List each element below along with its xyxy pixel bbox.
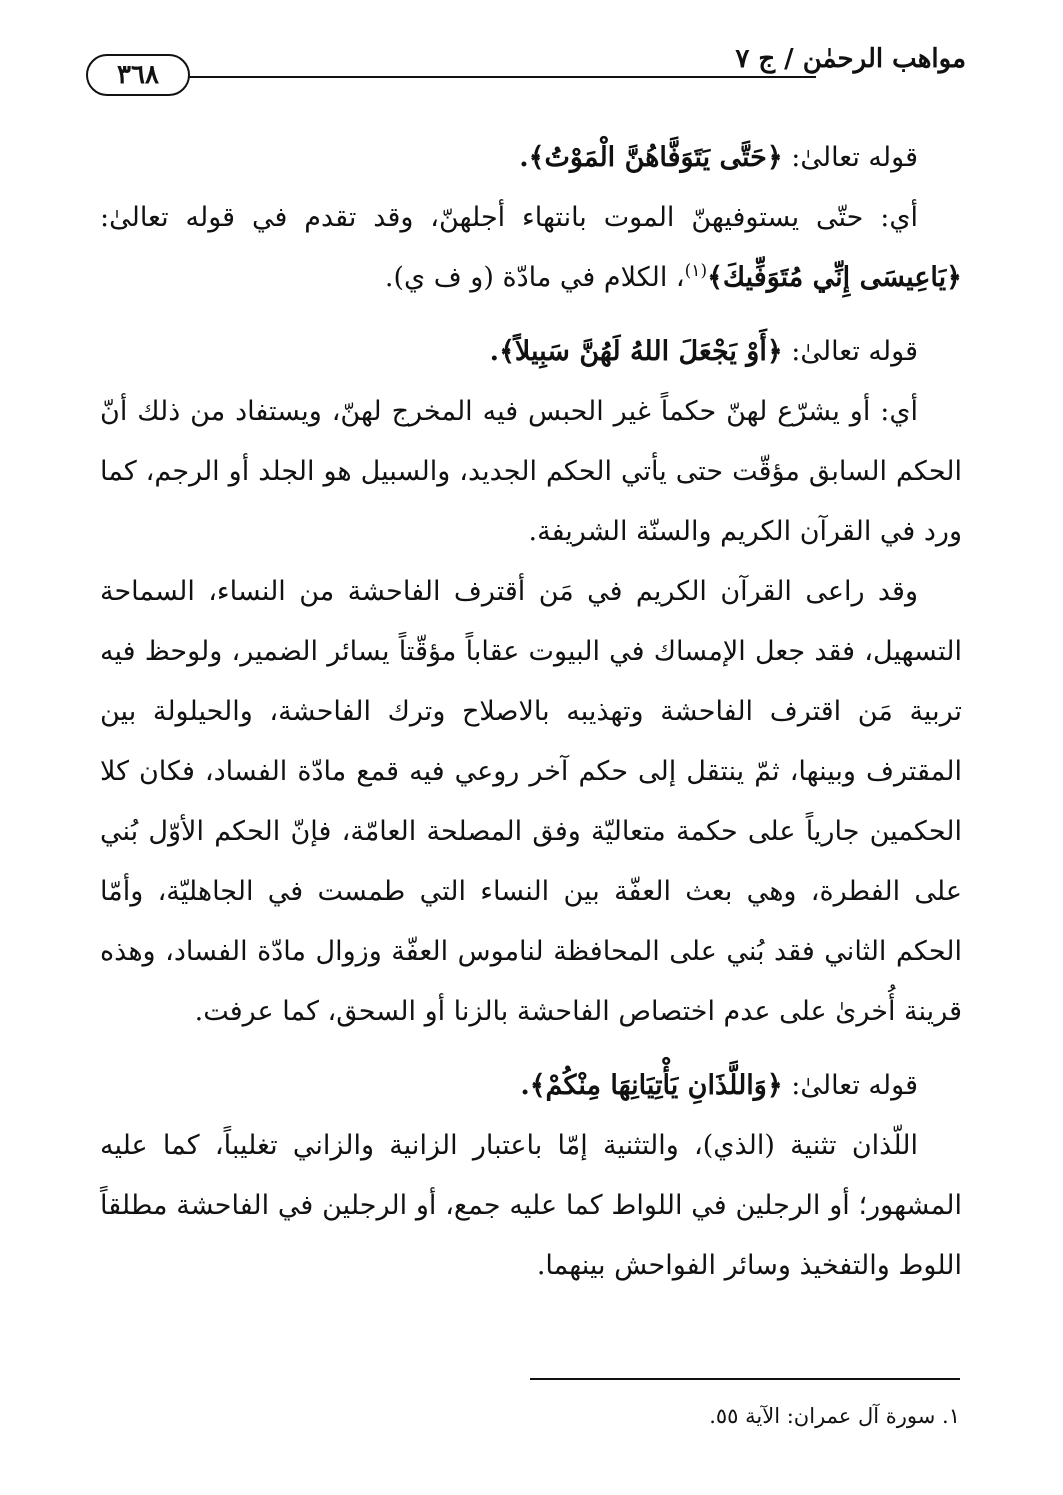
footnote-marker[interactable]: (١) <box>684 261 708 281</box>
paragraph: وقد راعى القرآن الكريم في مَن أقترف الفاحشة من النساء، السماحة التسهيل، فقد جعل الإمساك في البيوت عقاباً مؤقّتاً يسائر الضمير، ولوحظ فيه تربية مَن اقترف الفاحشة وتهذيبه بالاصلاح وترك الفاحشة، والحيلولة بين المقترف وبينها، ثمّ ينتقل إلى حكم آخر روعي فيه قمع مادّة الفساد، فكان كلا الحكمين جارياً على حكمة متعاليّة وفق المصلحة العامّة، فإنّ الحكم الأوّل بُني على الفطرة، وهي بعث العفّة بين النساء التي طمست في الجاهليّة، وأمّا الحكم الثاني فقد بُني على المحافظة لناموس العفّة وزوال مادّة الفساد، وهذه قرينة أُخرىٰ على عدم اختصاص الفاحشة بالزنا أو السحق، كما عرفت. <box>100 576 962 1027</box>
paragraph: اللّذان تثنية (الذي)، والتثنية إمّا باعتبار الزانية والزاني تغليباً، كما عليه المشهور؛ أو الرجلين في اللواط كما عليه جمع، أو الرجلين في الفاحشة مطلقاً اللوط والتفخيذ وسائر الفواحش بينهما. <box>100 1130 962 1281</box>
quran-verse: ﴿حَتَّى يَتَوَفَّاهُنَّ الْمَوْتُ﴾. <box>519 142 783 173</box>
header-rule <box>176 76 816 78</box>
section-gap <box>100 1042 962 1056</box>
main-text <box>100 128 962 1296</box>
section-heading <box>100 322 962 382</box>
heading-prefix: قوله تعالىٰ: <box>782 142 918 173</box>
heading-prefix: قوله تعالىٰ: <box>782 1070 918 1101</box>
paragraph-text: أي: حتّى يستوفيهنّ الموت بانتهاء أجلهنّ، وقد تقدم في قوله تعالىٰ: <box>100 202 918 233</box>
section-gap <box>100 308 962 322</box>
heading-prefix: قوله تعالىٰ: <box>782 336 918 367</box>
page-number: ٣٦٨ <box>86 54 190 96</box>
section-heading <box>100 128 962 188</box>
paragraph <box>100 188 962 308</box>
paragraph: أي: أو يشرّع لهنّ حكماً غير الحبس فيه المخرج لهنّ، ويستفاد من ذلك أنّ الحكم السابق مؤقّت حتى يأتي الحكم الجديد، والسبيل هو الجلد أو الرجم، كما ورد في القرآن الكريم والسنّة الشريفة. <box>100 396 962 547</box>
paragraph-text: ، الكلام في مادّة (و ف ي). <box>384 262 685 293</box>
page-header <box>86 40 966 100</box>
footnote-rule <box>530 1378 960 1380</box>
quran-verse: ﴿وَاللَّذَانِ يَأْتِيَانِهَا مِنْكُمْ﴾. <box>520 1070 783 1101</box>
quran-verse: ﴿يَاعِيسَى إِنِّي مُتَوَفِّيكَ﴾ <box>707 262 962 293</box>
footnote: ١. سورة آل عمران: الآية ٥٥. <box>709 1404 960 1428</box>
book-title: مواهب الرحمٰن / ج ٧ <box>735 44 966 74</box>
section-heading <box>100 1056 962 1116</box>
quran-verse: ﴿أَوْ يَجْعَلَ اللهُ لَهُنَّ سَبِيلاً﴾. <box>489 336 783 367</box>
